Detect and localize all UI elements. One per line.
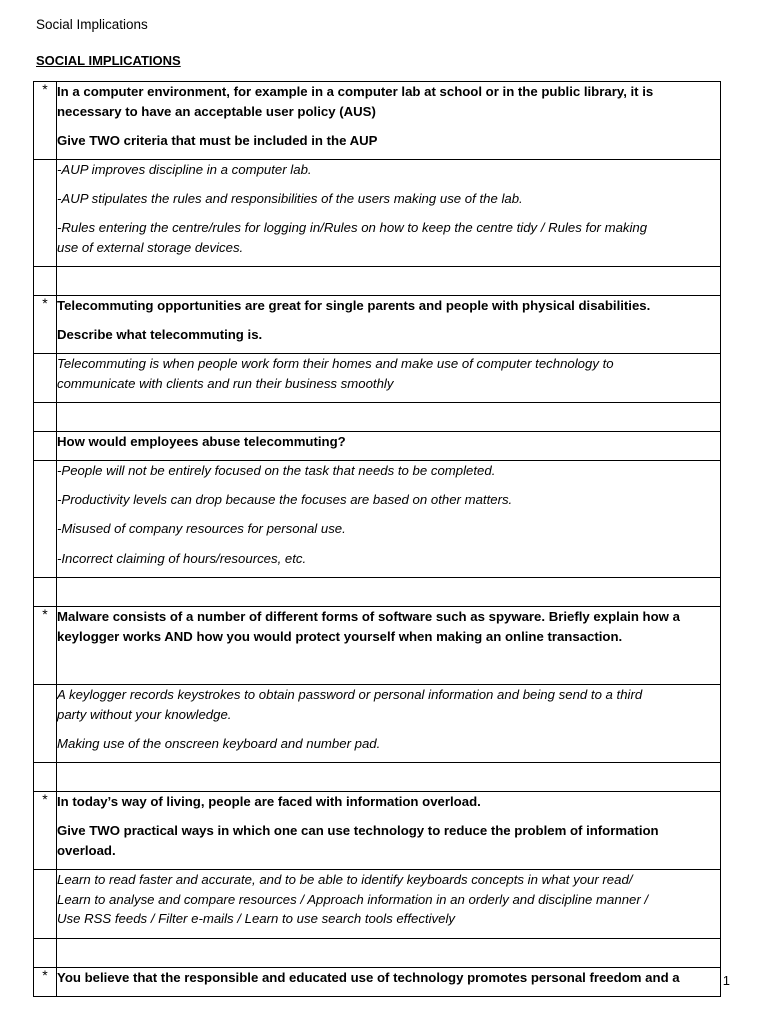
answer-cell <box>57 354 721 403</box>
text-line: -Misused of company resources for personal use. <box>57 521 346 537</box>
question-cell <box>57 432 721 461</box>
question-paragraph <box>57 607 720 646</box>
blank-row <box>34 267 721 296</box>
answer-paragraph <box>57 685 720 724</box>
answer-cell <box>57 685 721 763</box>
question-answer-table <box>33 81 721 997</box>
text-line: communicate with clients and run their business smoothly <box>57 375 394 391</box>
blank-cell <box>57 939 721 968</box>
text-line: keylogger works AND how you would protect yourself when making an online transaction. <box>57 628 623 644</box>
question-row <box>34 82 721 160</box>
blank-cell <box>57 403 721 432</box>
blank-cell <box>57 763 721 792</box>
text-line: Learn to read faster and accurate, and to be able to identify keyboards concepts in what your read/ <box>57 872 633 887</box>
text-line: A keylogger records keystrokes to obtain password or personal information and being send to a third <box>57 687 643 702</box>
blank-row <box>34 578 721 607</box>
blank-row <box>34 403 721 432</box>
text-line: use of external storage devices. <box>57 239 244 255</box>
running-header: Social Implications <box>36 17 148 32</box>
text-line: -Productivity levels can drop because the focuses are based on other matters. <box>57 492 513 508</box>
answer-paragraph <box>57 734 720 754</box>
text-line: How would employees abuse telecommuting? <box>57 434 346 449</box>
text-line: Give TWO practical ways in which one can use technology to reduce the problem of information <box>57 823 659 839</box>
table-body <box>34 82 721 997</box>
text-line: Malware consists of a number of different forms of software such as spyware. Briefly explain how a <box>57 609 680 624</box>
text-line: Use RSS feeds / Filter e-mails / Learn to use search tools effectively <box>57 911 455 927</box>
question-row <box>34 968 721 997</box>
text-line: Making use of the onscreen keyboard and number pad. <box>57 735 381 751</box>
question-paragraph <box>57 432 720 452</box>
text-line: Telecommuting opportunities are great for single parents and people with physical disabilities. <box>57 298 651 313</box>
answer-paragraph <box>57 490 720 510</box>
answer-paragraph <box>57 870 720 929</box>
row-marker: * <box>34 792 57 870</box>
row-marker <box>34 432 57 461</box>
text-line: You believe that the responsible and educated use of technology promotes personal freedom and a <box>57 970 680 985</box>
question-cell <box>57 792 721 870</box>
question-row <box>34 792 721 870</box>
row-marker <box>34 939 57 968</box>
section-heading: SOCIAL IMPLICATIONS <box>36 53 181 68</box>
text-line: Describe what telecommuting is. <box>57 327 263 343</box>
answer-paragraph <box>57 218 720 257</box>
answer-row <box>34 870 721 939</box>
question-paragraph <box>57 792 720 812</box>
row-marker: * <box>34 607 57 685</box>
text-line: -Rules entering the centre/rules for logging in/Rules on how to keep the centre tidy / Rules for making <box>57 220 648 236</box>
blank-cell <box>57 267 721 296</box>
answer-cell <box>57 461 721 578</box>
row-marker <box>34 578 57 607</box>
question-row <box>34 296 721 354</box>
text-line: necessary to have an acceptable user policy (AUS) <box>57 103 376 119</box>
question-cell <box>57 968 721 997</box>
blank-row <box>34 939 721 968</box>
blank-cell <box>57 578 721 607</box>
answer-cell <box>57 870 721 939</box>
row-marker <box>34 870 57 939</box>
row-marker <box>34 461 57 578</box>
blank-row <box>34 763 721 792</box>
page-number: 1 <box>722 973 730 988</box>
question-cell <box>57 82 721 160</box>
text-line: In a computer environment, for example in a computer lab at school or in the public library, it is <box>57 84 654 99</box>
text-line: Telecommuting is when people work form their homes and make use of computer technology to <box>57 356 614 371</box>
text-line: Learn to analyse and compare resources / Approach information in an orderly and discipline manner / <box>57 891 649 907</box>
answer-row <box>34 461 721 578</box>
answer-paragraph <box>57 189 720 209</box>
row-marker <box>34 403 57 432</box>
text-line: Give TWO criteria that must be included in the AUP <box>57 132 378 148</box>
question-paragraph <box>57 821 720 860</box>
row-marker <box>34 267 57 296</box>
text-line: -AUP improves discipline in a computer lab. <box>57 162 312 177</box>
question-cell <box>57 296 721 354</box>
row-marker: * <box>34 82 57 160</box>
question-paragraph <box>57 968 720 988</box>
answer-row <box>34 160 721 267</box>
text-line: -Incorrect claiming of hours/resources, etc. <box>57 550 307 566</box>
text-line: -AUP stipulates the rules and responsibilities of the users making use of the lab. <box>57 191 523 207</box>
question-row <box>34 432 721 461</box>
text-line: party without your knowledge. <box>57 706 232 722</box>
answer-paragraph <box>57 519 720 539</box>
answer-row <box>34 354 721 403</box>
answer-row <box>34 685 721 763</box>
answer-cell <box>57 160 721 267</box>
question-paragraph <box>57 325 720 345</box>
question-cell <box>57 607 721 685</box>
question-paragraph <box>57 82 720 121</box>
question-paragraph <box>57 131 720 151</box>
row-marker <box>34 160 57 267</box>
answer-paragraph <box>57 354 720 393</box>
row-marker <box>34 763 57 792</box>
text-line: -People will not be entirely focused on the task that needs to be completed. <box>57 463 496 478</box>
question-paragraph <box>57 296 720 316</box>
answer-paragraph <box>57 160 720 180</box>
row-marker <box>34 354 57 403</box>
answer-paragraph <box>57 461 720 481</box>
row-marker <box>34 685 57 763</box>
question-row <box>34 607 721 685</box>
row-marker: * <box>34 296 57 354</box>
row-marker: * <box>34 968 57 997</box>
text-line: overload. <box>57 842 116 858</box>
answer-paragraph <box>57 549 720 569</box>
text-line: In today’s way of living, people are faced with information overload. <box>57 794 481 809</box>
